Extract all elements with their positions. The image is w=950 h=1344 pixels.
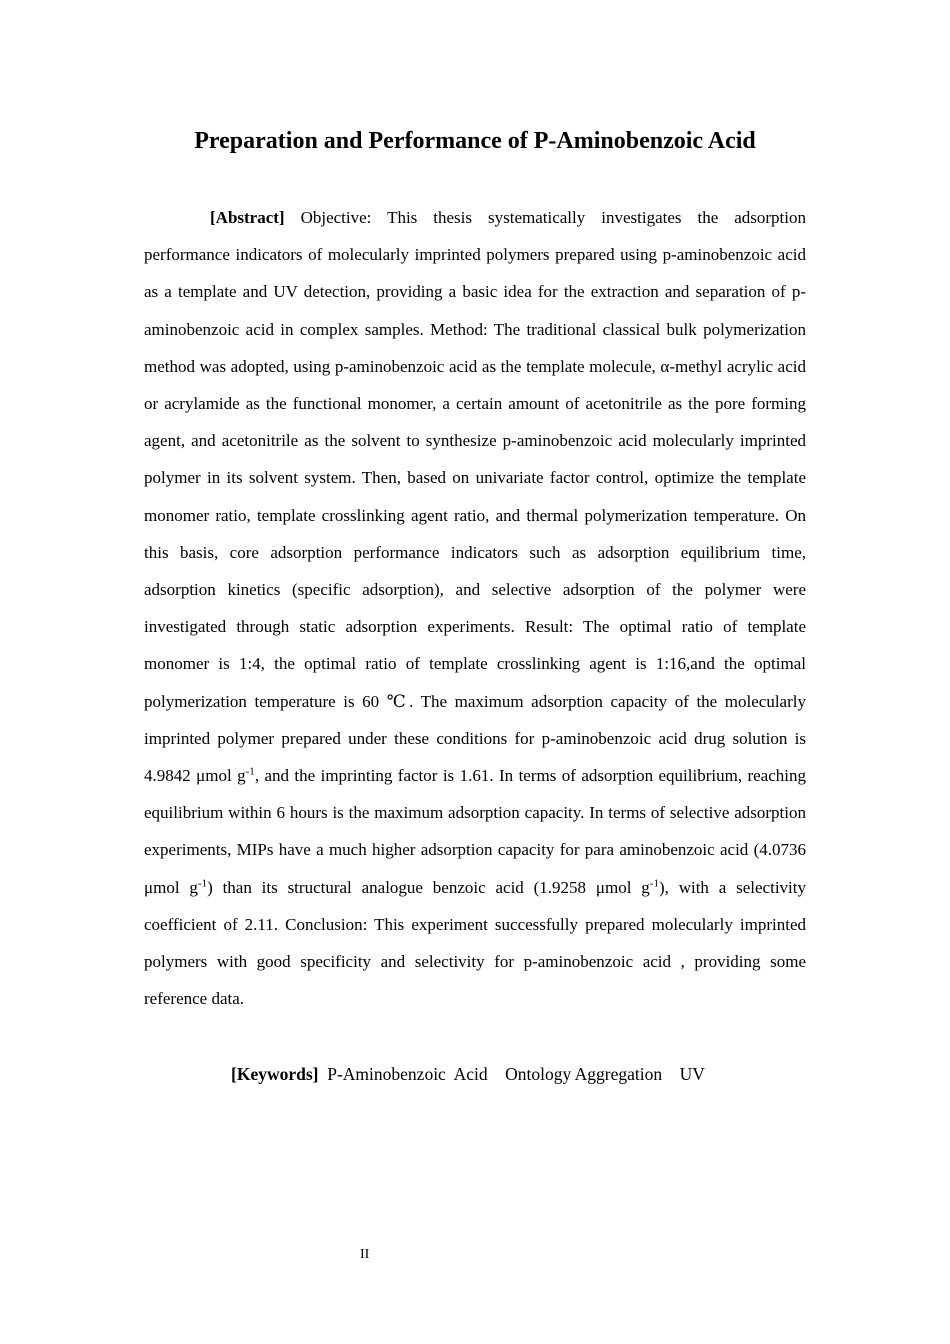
keywords-text: P-Aminobenzoic Acid Ontology Aggregation UV — [327, 1064, 705, 1084]
abstract-text-3: ) than its structural analogue benzoic acid (1.9258 μmol g — [207, 877, 650, 897]
unit-superscript-2: -1 — [197, 877, 208, 889]
keywords-label: [Keywords] — [231, 1064, 319, 1084]
abstract-label: [Abstract] — [210, 208, 285, 227]
keywords-line — [231, 1060, 705, 1088]
abstract-text-1: Objective: This thesis systematically investigates the adsorption performance indicators of molecularly imprinted polymers prepared using p-aminobenzoic acid as a template and UV detection, providing a basic idea for the extraction and separation of p-aminobenzoic acid in complex samples. Method: The traditional classical bulk polymerization method was adopted, using p-aminobenzoic acid as the template molecule, α-methyl acrylic acid or acrylamide as the functional monomer, a certain amount of acetonitrile as the pore forming agent, and acetonitrile as the solvent to synthesize p-aminobenzoic acid molecularly imprinted polymer in its solvent system. Then, based on univariate factor control, optimize the template monomer ratio, template crosslinking agent ratio, and thermal polymerization temperature. On this basis, core adsorption performance indicators such as adsorption equilibrium time, adsorption kinetics (specific adsorption), and selective adsorption of the polymer were investigated through static adsorption experiments. Result: The optimal ratio of template monomer is 1:4, the optimal ratio of template crosslinking agent is 1:16,and the optimal polymerization temperature is 60 ℃. The maximum adsorption capacity of the molecularly imprinted polymer prepared under these conditions for p-aminobenzoic acid drug solution is 4.9842 μmol g — [144, 208, 807, 786]
abstract-text-2: , and the imprinting factor is 1.61. In terms of adsorption equilibrium, reaching equilibrium within 6 hours is the maximum adsorption capacity. In terms of selective adsorption experiments, MIPs have a much higher adsorption capacity for para aminobenzoic acid (4.0736 μmol g — [144, 766, 806, 897]
document-title: Preparation and Performance of P-Aminobenzoic Acid — [194, 128, 756, 154]
page-number: II — [360, 1247, 370, 1262]
abstract-paragraph — [144, 199, 806, 1017]
unit-superscript-1: -1 — [245, 765, 255, 778]
unit-superscript-3: -1 — [649, 877, 659, 889]
abstract-text-4: ), with a selectivity coefficient of 2.11. Conclusion: This experiment successfully prepared molecularly imprinted polymers with good specificity and selectivity for p-aminobenzoic acid , providing some reference data. — [144, 877, 806, 1009]
